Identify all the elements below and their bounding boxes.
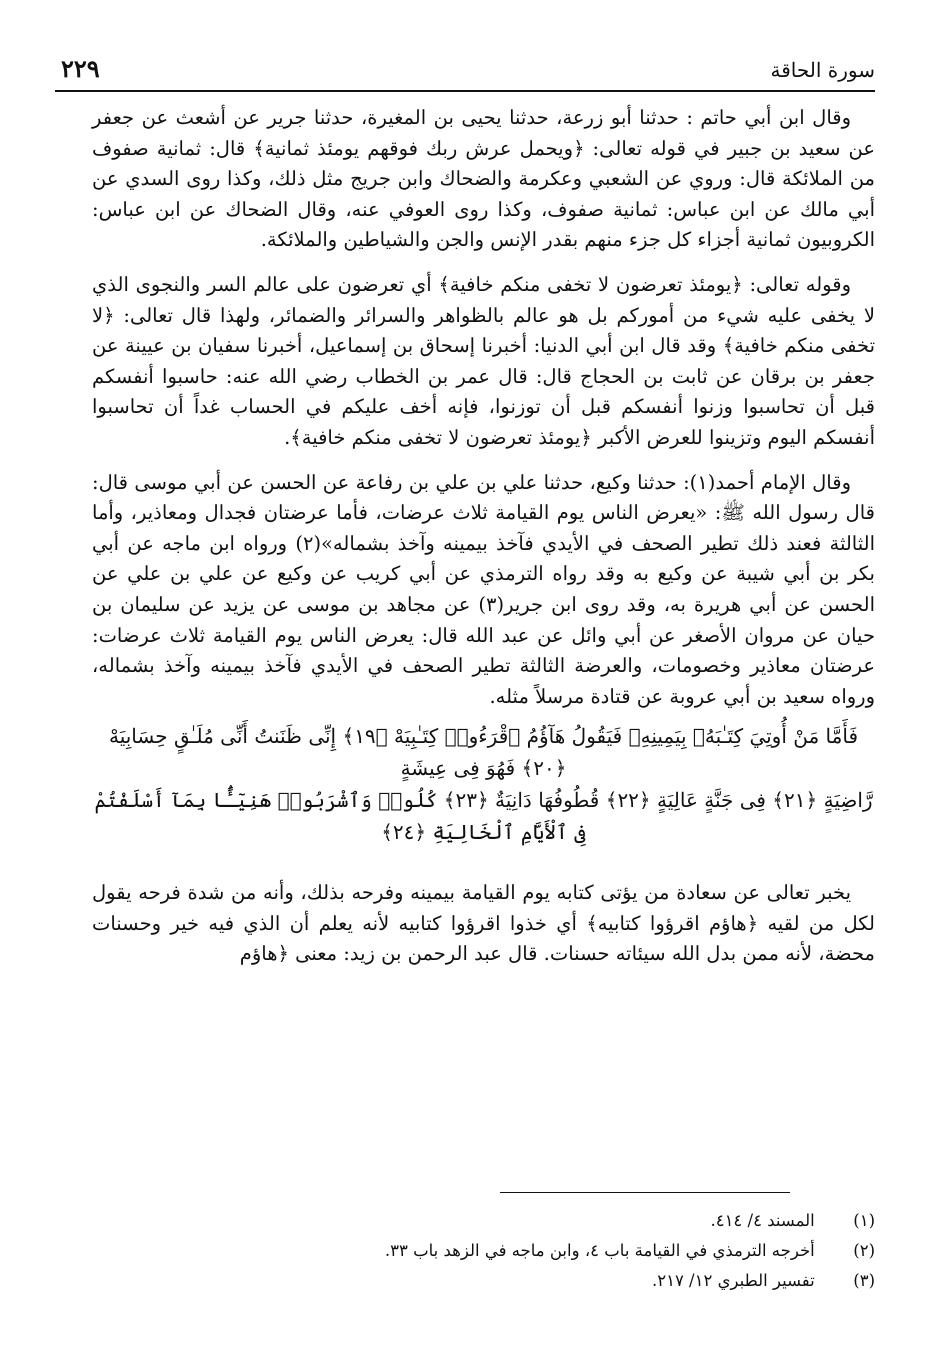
footnote-text: تفسير الطبري ١٢/ ٢١٧. [651, 1271, 815, 1290]
quran-line-2: رَّاضِيَةٍ ﴿٢١﴾ فِى جَنَّةٍ عَالِيَةٍ ﴿٢٢﴾ قُطُوفُهَا دَانِيَةٌ ﴿٢٣﴾ كُلُوا۟ وَٱشْرَبُوا۟ هَنِيٓـًٔۢا بِمَآ أَسْلَفْتُمْ فِى ٱلْأَيَّامِ ٱلْخَالِيَةِ ﴿٢٤﴾ [94, 788, 873, 845]
page-number: ٢٢٩ [61, 54, 100, 83]
paragraph-1: وقال ابن أبي حاتم : حدثنا أبو زرعة، حدثنا يحيى بن المغيرة، حدثنا جرير عن أشعث عن جعفر عن سعيد بن جبير في قوله تعالى: ﴿ويحمل عرش ربك فوقهم يومئذ ثمانية﴾ قال: ثمانية صفوف من الملائكة قال: وروي عن الشعبي وعكرمة والضحاك وابن جريج مثل ذلك، وكذا روى السدي عن أبي مالك عن ابن عباس: ثمانية صفوف، وكذا روى العوفي عنه، وقال الضحاك عن ابن عباس: الكروبيون ثمانية أجزاء كل جزء منهم بقدر الإنس والجن والشياطين والملائكة. [92, 106, 875, 252]
footnote-text: أخرجه الترمذي في القيامة باب ٤، وابن ماجه في الزهد باب ٣٣. [384, 1241, 815, 1260]
quran-verses [92, 712, 875, 878]
footnotes [92, 1206, 875, 1296]
quran-line-1: فَأَمَّا مَنْ أُوتِيَ كِتَـٰبَهُۥ بِيَمِينِهِۦ فَيَقُولُ هَآؤُمُ ٱقْرَءُوا۟ كِتَـٰبِيَهْ ﴿١٩﴾ إِنِّى ظَنَنتُ أَنِّى مُلَـٰقٍ حِسَابِيَهْ ﴿٢٠﴾ فَهُوَ فِى عِيشَةٍ [108, 724, 859, 781]
paragraph-3: وقال الإمام أحمد(١): حدثنا وكيع، حدثنا علي بن علي بن رفاعة عن الحسن عن أبي موسى قال: قال رسول الله ﷺ: «يعرض الناس يوم القيامة ثلاث عرضات، فأما عرضتان فجدال ومعاذير، وأما الثالثة فعند ذلك تطير الصحف في الأيدي فآخذ بيمينه وآخذ بشماله»(٢) ورواه ابن ماجه عن أبي بكر بن أبي شيبة عن وكيع به وقد رواه الترمذي عن أبي كريب عن وكيع عن علي بن علي عن الحسن عن أبي هريرة به، وقد روى ابن جرير(٣) عن مجاهد بن موسى عن يزيد عن سليمان بن حيان عن مروان الأصغر عن أبي وائل عن عبد الله قال: يعرض الناس يوم القيامة ثلاث عرضات: عرضتان معاذير وخصومات، والعرضة الثالثة تطير الصحف في الأيدي فآخذ بيمينه وآخذ بشماله، ورواه سعيد بن أبي عروبة عن قتادة مرسلاً مثله. [92, 470, 876, 708]
main-text [92, 103, 875, 970]
footnote-number: (٣) [853, 1271, 875, 1290]
footnote-2 [92, 1236, 875, 1266]
paragraph-2: وقوله تعالى: ﴿يومئذ تعرضون لا تخفى منكم خافية﴾ أي تعرضون على عالم السر والنجوى الذي لا يخفى عليه شيء من أموركم بل هو عالم بالظواهر والسرائر والضمائر، ولهذا قال تعالى: ﴿لا تخفى منكم خافية﴾ وقد قال ابن أبي الدنيا: أخبرنا إسحاق بن إسماعيل، أخبرنا سفيان بن عيينة عن جعفر بن برقان عن ثابت بن الحجاج قال: قال عمر بن الخطاب رضي الله عنه: حاسبوا أنفسكم قبل أن تحاسبوا وزنوا أنفسكم قبل أن توزنوا، فإنه أخف عليكم في الحساب غداً أن تحاسبوا أنفسكم اليوم وتزينوا للعرض الأكبر ﴿يومئذ تعرضون لا تخفى منكم خافية﴾. [92, 272, 875, 449]
footnote-divider [500, 1192, 790, 1193]
footnote-3 [92, 1266, 875, 1296]
paragraph-4: يخبر تعالى عن سعادة من يؤتى كتابه يوم القيامة بيمينه وفرحه بذلك، وأنه من شدة فرحه يقول لكل من لقيه ﴿هاؤم اقرؤوا كتابيه﴾ أي خذوا اقرؤوا كتابيه لأنه يعلم أن الذي فيه خير وحسنات محضة، لأنه ممن بدل الله سيئاته حسنات. قال عبد الرحمن بن زيد: معنى ﴿هاؤم [92, 881, 875, 966]
footnote-number: (١) [853, 1211, 875, 1230]
surah-title: سورة الحاقة [770, 58, 875, 82]
footnote-number: (٢) [853, 1241, 875, 1260]
footnote-1 [92, 1206, 875, 1236]
page-header [55, 50, 875, 92]
footnote-text: المسند ٤/ ٤١٤. [710, 1211, 815, 1230]
